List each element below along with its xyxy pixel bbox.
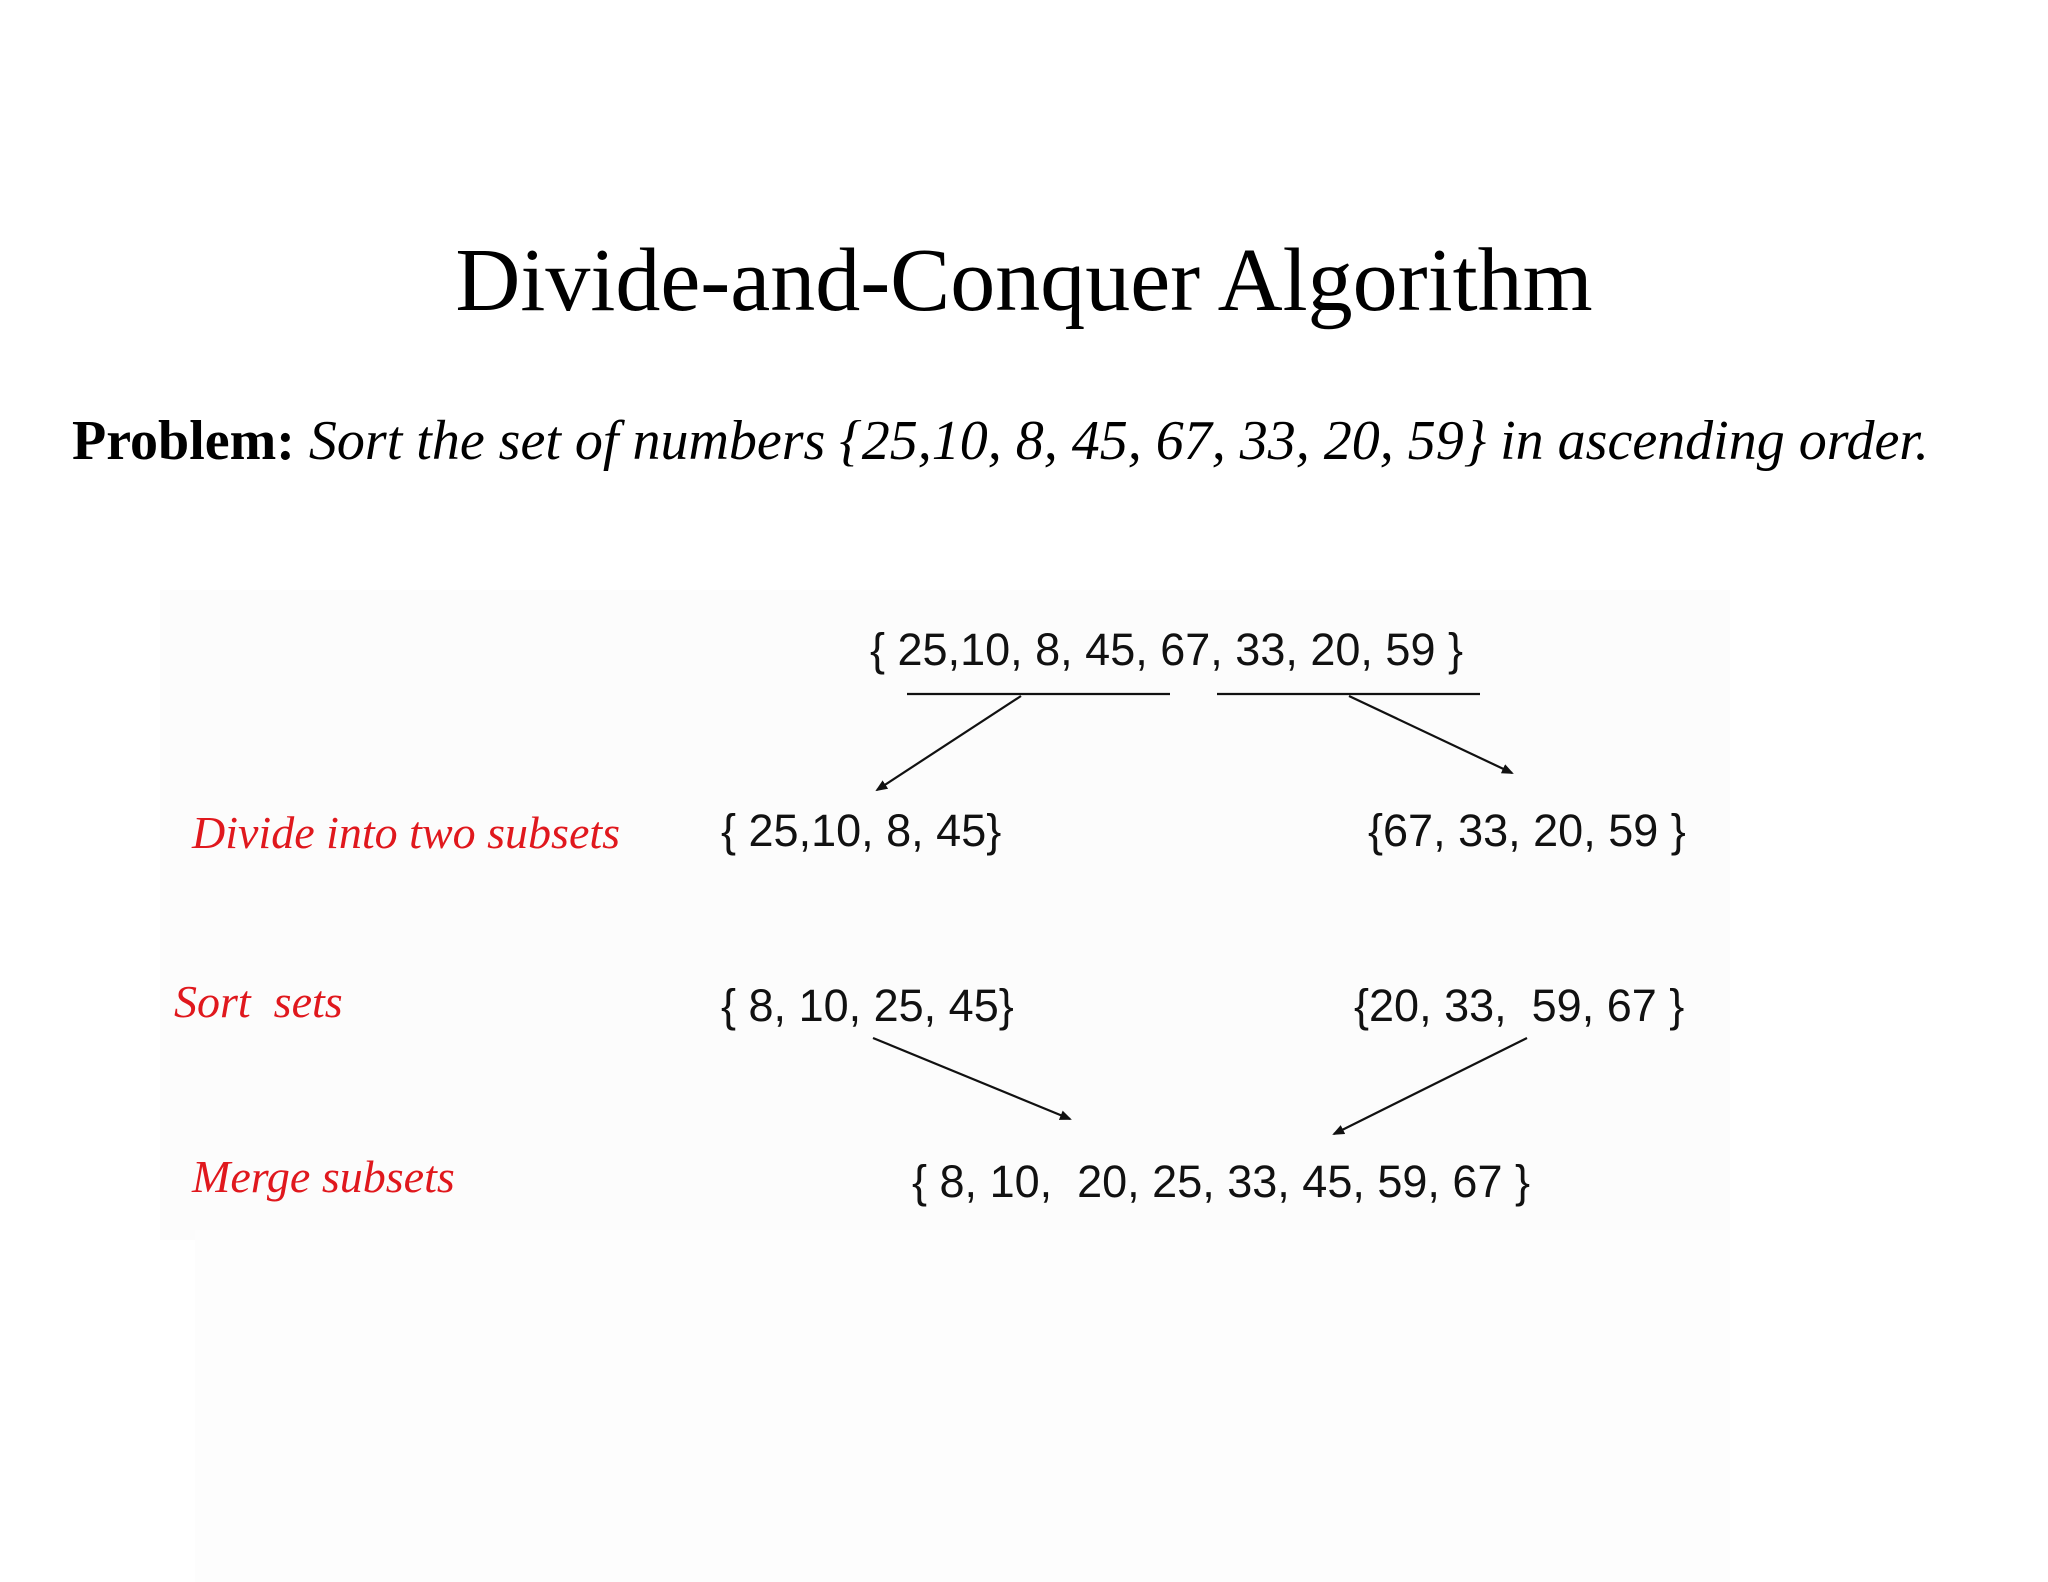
step-label-merge: Merge subsets	[192, 1151, 455, 1202]
right-subset: {67, 33, 20, 59 }	[1368, 805, 1686, 856]
original-set: { 25,10, 8, 45, 67, 33, 20, 59 }	[870, 624, 1463, 675]
left-sorted-subset: { 8, 10, 25, 45}	[721, 980, 1014, 1031]
left-subset: { 25,10, 8, 45}	[721, 805, 1002, 856]
divide-right-arrow	[1349, 696, 1512, 773]
step-label-divide: Divide into two subsets	[192, 807, 621, 858]
step-label-sort: Sort sets	[174, 976, 343, 1027]
divide-left-arrow	[877, 696, 1021, 790]
merge-left-arrow	[873, 1038, 1070, 1119]
problem-text: Sort the set of numbers {25,10, 8, 45, 67, 33, 20, 59} in ascending order.	[308, 410, 1929, 472]
merged-set: { 8, 10, 20, 25, 33, 45, 59, 67 }	[912, 1156, 1531, 1207]
problem-label: Problem:	[72, 410, 295, 472]
slide-title: Divide-and-Conquer Algorithm	[455, 231, 1593, 330]
merge-right-arrow	[1334, 1038, 1527, 1134]
right-sorted-subset: {20, 33, 59, 67 }	[1354, 980, 1685, 1031]
